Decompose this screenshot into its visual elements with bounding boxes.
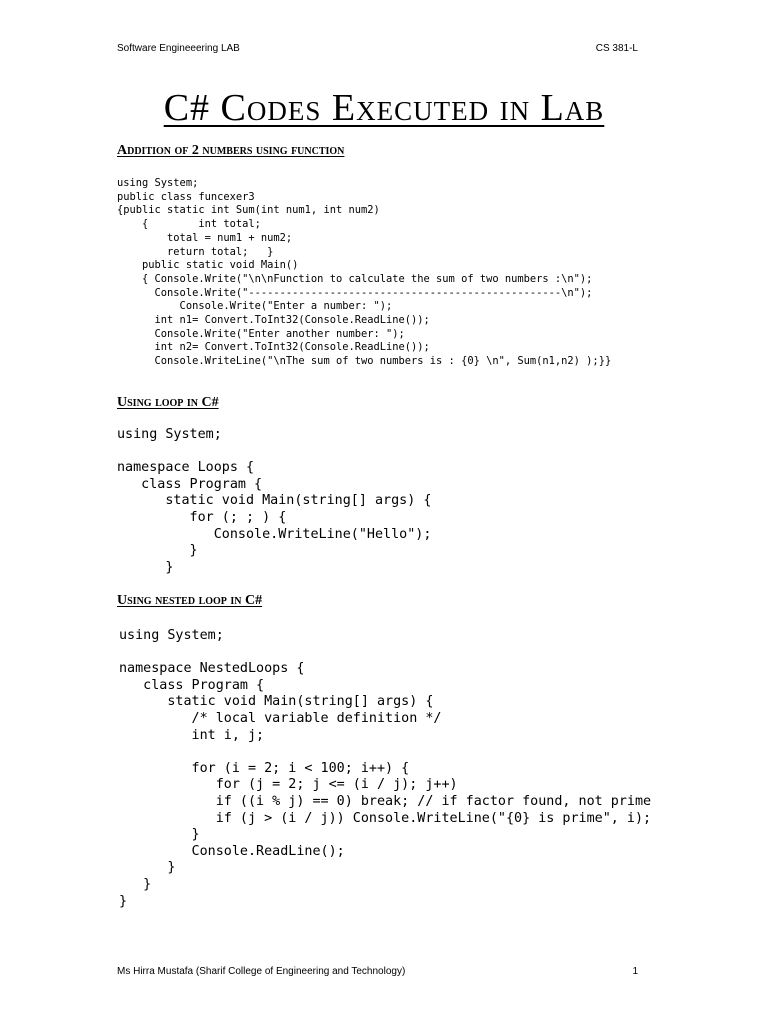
- document-title: C# Codes Executed in Lab: [163, 87, 605, 129]
- section-heading-loop: Using loop in C#: [117, 395, 219, 410]
- code-block-nested-loop: using System; namespace NestedLoops { class Program { static void Main(string[] args) { /* local variable definition */ int i, j; for (i = 2; i < 100; i++) { for (j = 2; j <= (i / j); j++) if ((i % j) == 0) break; // if factor found, not prime if (j > (i / j)) Console.WriteLine("{0} is prime", i); } Console.ReadLine(); } } }: [119, 628, 652, 909]
- section-heading-addition: Addition of 2 numbers using function: [117, 143, 345, 158]
- section-heading-nested-loop: Using nested loop in C#: [117, 593, 263, 608]
- page-header: [117, 43, 638, 54]
- page-footer: [117, 966, 638, 977]
- code-block-loop: using System; namespace Loops { class Program { static void Main(string[] args) { for (; ; ) { Console.WriteLine("Hello"); } }: [117, 427, 432, 575]
- header-course-name: Software Engineeering LAB: [117, 43, 240, 54]
- footer-author: Ms Hirra Mustafa (Sharif College of Engineering and Technology): [117, 966, 406, 977]
- code-block-addition: using System; public class funcexer3 {public static int Sum(int num1, int num2) { int total; total = num1 + num2; return total; } public static void Main() { Console.Write("\n\nFunction to calculate the sum of two numbers :\n"); Console.Write("--------------------------------------------------\n"); Console.Write("Enter a number: "); int n1= Convert.ToInt32(Console.ReadLine()); Console.Write("Enter another number: "); int n2= Convert.ToInt32(Console.ReadLine()); Console.WriteLine("\nThe sum of two numbers is : {0} \n", Sum(n1,n2) );}}: [117, 177, 612, 368]
- header-course-code: CS 381-L: [595, 43, 638, 54]
- page-number: 1: [632, 966, 638, 977]
